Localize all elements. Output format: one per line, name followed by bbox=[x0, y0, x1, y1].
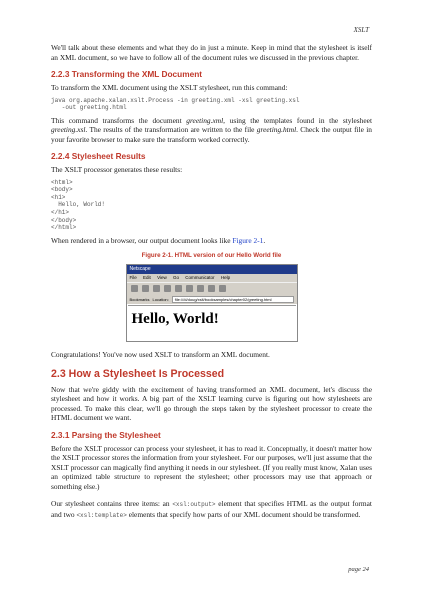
code-line: <body> bbox=[51, 186, 73, 194]
browser-viewport bbox=[128, 305, 296, 340]
back-icon bbox=[131, 285, 138, 292]
parsing-paragraph: Before the XSLT processor can process your stylesheet, it has to read it. Conceptually, it doesn't matter how the XSLT processor stores the information from your stylesheet. For our purposes, we'll just assume that the XSLT processor can magically find anything it needs in our stylesheet. (If you really must know, Xalan uses an optimized table structure to represent the stylesheet; other processors may use that approach or something else.) bbox=[51, 443, 372, 491]
stylesheet-items-paragraph bbox=[51, 499, 372, 520]
filename-html: greeting.html bbox=[256, 125, 297, 135]
heading-stylesheet-results: 2.2.4 Stylesheet Results bbox=[51, 151, 146, 162]
code-line: </body> bbox=[51, 216, 77, 224]
rendered-paragraph bbox=[51, 236, 372, 246]
forward-icon bbox=[142, 285, 149, 292]
rendered-period: . bbox=[263, 235, 266, 245]
code-line: Hello, World! bbox=[51, 201, 106, 209]
explain-text-3: . The results of the transformation are written to the file bbox=[85, 125, 257, 135]
search-icon bbox=[175, 285, 182, 292]
browser-toolbar bbox=[127, 282, 297, 294]
menu-go: Go bbox=[173, 275, 180, 281]
processed-paragraph: Now that we're giddy with the excitement of having transformed an XML document, let's discuss the stylesheet and how it works. A big part of the XSLT learning curve is figuring out how stylesheets are processed. To make this clear, we'll go through the steps taken by the stylesheet processor to create the HTML document we want. bbox=[51, 384, 372, 423]
code-line: <h1> bbox=[51, 193, 66, 201]
code-line: <html> bbox=[51, 178, 73, 186]
rendered-text: When rendered in a browser, our output document looks like bbox=[51, 235, 233, 245]
code-line: </h1> bbox=[51, 209, 70, 217]
print-icon bbox=[197, 285, 204, 292]
results-code bbox=[51, 179, 372, 232]
explain-text-4: . Check the output file in your favorite browser to make sure the transform worked correctly. bbox=[51, 125, 372, 144]
browser-location-bar bbox=[127, 294, 297, 304]
menu-view: View bbox=[157, 275, 167, 281]
items-text-3: elements that specify how parts of our XML document should be transformed. bbox=[126, 509, 361, 519]
reload-icon bbox=[153, 285, 160, 292]
location-field: file:///d/doug/xslt/booksamples/chapter02/greeting.html bbox=[172, 296, 294, 303]
page-content bbox=[51, 43, 372, 520]
explain-text-1: This command transforms the document bbox=[51, 115, 187, 125]
browser-screenshot-figure bbox=[126, 264, 298, 342]
filename-xsl: greeting.xsl bbox=[51, 125, 86, 135]
security-icon bbox=[208, 285, 215, 292]
code-xsl-template: <xsl:template> bbox=[76, 511, 127, 519]
home-icon bbox=[164, 285, 171, 292]
stop-icon bbox=[219, 285, 226, 292]
items-text-1: Our stylesheet contains three items: an bbox=[51, 499, 173, 509]
guide-icon bbox=[186, 285, 193, 292]
rendered-hello-heading: Hello, World! bbox=[131, 311, 219, 328]
transform-explanation bbox=[51, 116, 372, 145]
figure-link[interactable]: Figure 2-1 bbox=[232, 235, 264, 245]
menu-help: Help bbox=[220, 275, 231, 281]
results-lead: The XSLT processor generates these results: bbox=[51, 165, 183, 175]
browser-titlebar: Netscape bbox=[127, 265, 297, 274]
code-line: </html> bbox=[51, 224, 77, 232]
menu-file: File bbox=[129, 275, 137, 281]
explain-text-2: , using the templates found in the stylesheet bbox=[223, 115, 372, 125]
code-xsl-output: <xsl:output> bbox=[172, 501, 216, 509]
filename-xml: greeting.xml bbox=[186, 115, 224, 125]
congrats-paragraph: Congratulations! You've now used XSLT to transform an XML document. bbox=[51, 350, 270, 360]
figure-caption: Figure 2-1. HTML version of our Hello World file bbox=[141, 252, 282, 260]
bookmarks-label: Bookmarks bbox=[129, 296, 150, 302]
heading-how-processed: 2.3 How a Stylesheet Is Processed bbox=[51, 367, 225, 380]
menu-communicator: Communicator bbox=[185, 275, 215, 281]
browser-menubar bbox=[127, 274, 297, 282]
heading-parsing: 2.3.1 Parsing the Stylesheet bbox=[51, 429, 161, 440]
transform-lead: To transform the XML document using the XSLT stylesheet, run this command: bbox=[51, 83, 288, 92]
command-line-1: java org.apache.xalan.xslt.Process -in greeting.xml -xsl greeting.xsl bbox=[51, 96, 300, 104]
items-text-2: element that specifies HTML as the output format and two bbox=[51, 499, 372, 519]
command-line-2: -out greeting.html bbox=[51, 104, 127, 112]
command-code bbox=[51, 97, 372, 112]
intro-paragraph: We'll talk about these elements and what they do in just a minute. Keep in mind that the stylesheet is itself an XML document, so we have to follow all of the document rules we discussed in the previous chapter. bbox=[51, 43, 372, 62]
running-header: XSLT bbox=[353, 26, 369, 34]
location-label: Location: bbox=[152, 296, 169, 302]
heading-transforming: 2.2.3 Transforming the XML Document bbox=[51, 69, 203, 79]
page-number: page 24 bbox=[348, 566, 369, 573]
menu-edit: Edit bbox=[143, 275, 151, 281]
